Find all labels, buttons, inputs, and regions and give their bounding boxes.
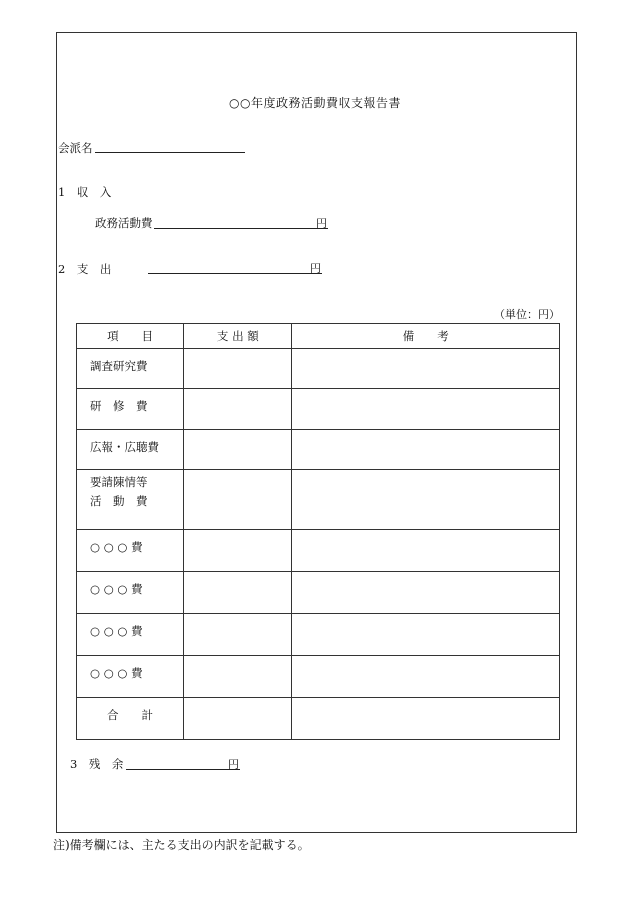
row-label: ○ ○ ○ 費 (77, 614, 184, 656)
remarks-cell[interactable] (292, 572, 560, 614)
expense-table (76, 323, 560, 740)
table-header-row (77, 324, 560, 349)
unit-note: （単位：円） (494, 308, 560, 321)
row-label: ○ ○ ○ 費 (77, 572, 184, 614)
row-label: 広報・広聴費 (77, 430, 184, 470)
expense-unit: 円 (310, 262, 321, 275)
row-label: ○ ○ ○ 費 (77, 530, 184, 572)
remarks-cell[interactable] (292, 470, 560, 530)
table-row (77, 572, 560, 614)
table-row (77, 389, 560, 430)
amount-cell[interactable] (184, 614, 292, 656)
remarks-cell[interactable] (292, 389, 560, 430)
row-label: 調査研究費 (77, 349, 184, 389)
header-remarks: 備 考 (292, 324, 560, 349)
report-title: ○○年度政務活動費収支報告書 (229, 96, 401, 110)
faction-label: 会派名 (58, 141, 93, 155)
amount-cell[interactable] (184, 656, 292, 698)
amount-cell[interactable] (184, 572, 292, 614)
row-label (77, 470, 184, 530)
header-item: 項 目 (77, 324, 184, 349)
row-label-line1: 要請陳情等 (90, 475, 148, 489)
row-label: 研 修 費 (77, 389, 184, 430)
remarks-cell[interactable] (292, 656, 560, 698)
income-unit: 円 (316, 217, 327, 230)
remarks-cell[interactable] (292, 430, 560, 470)
amount-cell[interactable] (184, 389, 292, 430)
balance-amount-line[interactable] (126, 769, 240, 770)
table-row (77, 430, 560, 470)
income-amount-line[interactable] (154, 228, 328, 229)
expense-amount-line[interactable] (148, 273, 322, 274)
remarks-cell[interactable] (292, 614, 560, 656)
table-row (77, 656, 560, 698)
amount-cell[interactable] (184, 530, 292, 572)
table-row (77, 349, 560, 389)
table-row (77, 470, 560, 530)
income-item-label: 政務活動費 (95, 216, 153, 230)
footnote: 注)備考欄には、主たる支出の内訳を記載する。 (53, 838, 310, 852)
total-amount-cell[interactable] (184, 698, 292, 740)
remarks-cell[interactable] (292, 349, 560, 389)
amount-cell[interactable] (184, 349, 292, 389)
remarks-cell[interactable] (292, 530, 560, 572)
amount-cell[interactable] (184, 470, 292, 530)
faction-name-line[interactable] (95, 152, 245, 153)
row-label: ○ ○ ○ 費 (77, 656, 184, 698)
table-total-row (77, 698, 560, 740)
balance-unit: 円 (228, 758, 239, 771)
table-row (77, 530, 560, 572)
income-heading: 1 収 入 (58, 185, 112, 199)
amount-cell[interactable] (184, 430, 292, 470)
expense-heading: 2 支 出 (58, 262, 112, 276)
balance-heading: 3 残 余 (70, 757, 124, 771)
row-label-total: 合 計 (77, 698, 184, 740)
header-amount: 支 出 額 (184, 324, 292, 349)
row-label-line2: 活 動 費 (90, 494, 148, 508)
total-remarks-cell[interactable] (292, 698, 560, 740)
table-row (77, 614, 560, 656)
